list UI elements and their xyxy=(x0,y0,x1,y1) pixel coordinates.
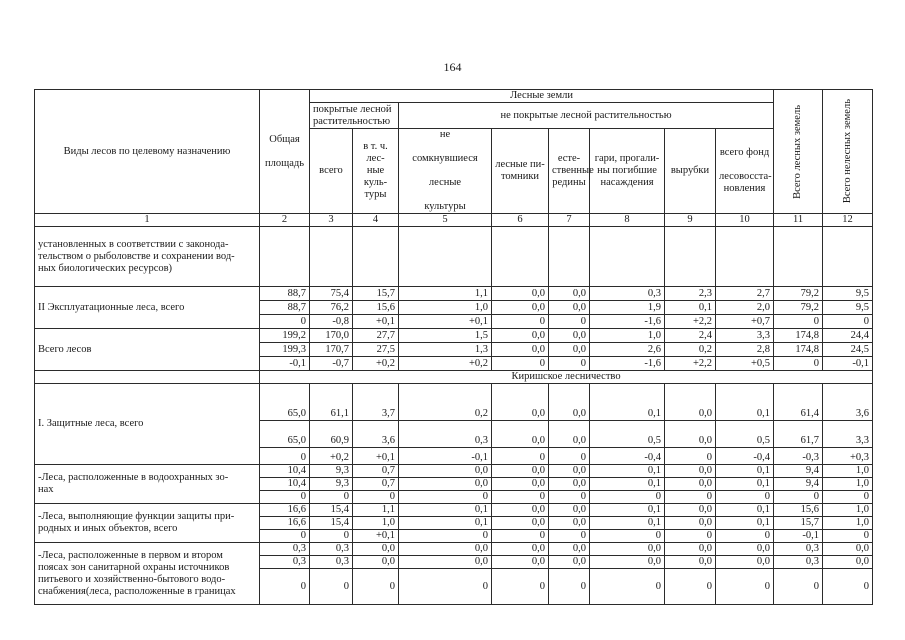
table-cell: 0,1 xyxy=(716,517,774,530)
column-number: 3 xyxy=(310,214,353,227)
table-cell: 174,8 xyxy=(774,343,823,357)
table-cell: 15,4 xyxy=(310,517,353,530)
table-cell: 1,3 xyxy=(399,343,492,357)
row-label: II Эксплуатационные леса, всего xyxy=(35,287,260,329)
table-cell: 0,0 xyxy=(549,465,590,478)
table-cell: 0,0 xyxy=(665,465,716,478)
table-cell: 0 xyxy=(399,569,492,605)
table-cell: 27,5 xyxy=(353,343,399,357)
table-cell: 79,2 xyxy=(774,287,823,301)
table-cell: 0 xyxy=(492,569,549,605)
row-label: -Леса, выполняющие функции защиты при- родных и иных объектов, всего xyxy=(35,504,260,543)
table-cell: 0 xyxy=(260,491,310,504)
table-cell: 1,1 xyxy=(353,504,399,517)
table-cell: 0,0 xyxy=(549,301,590,315)
table-cell: 0,0 xyxy=(549,343,590,357)
table-cell: 0,5 xyxy=(716,421,774,448)
table-cell: 0 xyxy=(310,569,353,605)
header-not-covered: не покрытые лесной растительностью xyxy=(399,103,774,129)
table-cell: 0,0 xyxy=(549,517,590,530)
table-cell: 65,0 xyxy=(260,421,310,448)
header-burnt-areas: гари, прогали- ны погибшие насаждения xyxy=(590,129,665,214)
row-label: -Леса, расположенные в водоохранных зо- нах xyxy=(35,465,260,504)
table-cell: 0,0 xyxy=(492,478,549,491)
table-cell: 10,4 xyxy=(260,478,310,491)
table-row xyxy=(35,465,873,478)
table-cell: 0,1 xyxy=(716,478,774,491)
table-cell: 3,7 xyxy=(353,384,399,421)
forest-lands-table xyxy=(34,89,873,605)
table-cell: +0,2 xyxy=(310,448,353,465)
table-cell: 9,5 xyxy=(823,301,873,315)
table-cell: 0,0 xyxy=(716,543,774,556)
table-cell: 0,3 xyxy=(399,421,492,448)
table-cell: 9,4 xyxy=(774,478,823,491)
table-cell: -0,8 xyxy=(310,315,353,329)
table-cell: 199,3 xyxy=(260,343,310,357)
table-cell: 0,1 xyxy=(399,504,492,517)
table-cell: 15,7 xyxy=(774,517,823,530)
column-number: 9 xyxy=(665,214,716,227)
table-cell: 27,7 xyxy=(353,329,399,343)
table-cell: 0,0 xyxy=(353,543,399,556)
table-cell: 0,0 xyxy=(549,478,590,491)
table-cell: 0 xyxy=(492,315,549,329)
table-cell: 0 xyxy=(590,530,665,543)
table-cell: 170,7 xyxy=(310,343,353,357)
table-cell: 170,0 xyxy=(310,329,353,343)
table-cell: 1,0 xyxy=(590,329,665,343)
table-cell: 1,0 xyxy=(823,504,873,517)
header-total-forest-lands: Всего лесных земель xyxy=(774,90,823,214)
table-cell: 0,0 xyxy=(353,556,399,569)
table-cell: 0,0 xyxy=(492,329,549,343)
continuation-text: установленных в соответствии с законода- тельством о рыболовстве и сохранении вод- ных биологических ресурсов) xyxy=(35,227,260,287)
table-cell: 75,4 xyxy=(310,287,353,301)
table-cell: 0,0 xyxy=(492,465,549,478)
header-forest-lands: Лесные земли xyxy=(310,90,774,103)
table-cell: 3,6 xyxy=(823,384,873,421)
table-cell: 0 xyxy=(549,357,590,371)
header-covered: покрытые лесной растительностью xyxy=(310,103,399,129)
table-cell: 0,1 xyxy=(590,517,665,530)
table-cell: +0,1 xyxy=(399,315,492,329)
table-cell: 2,4 xyxy=(665,329,716,343)
table-cell: 0 xyxy=(665,448,716,465)
table-cell: +0,5 xyxy=(716,357,774,371)
table-cell: -0,1 xyxy=(399,448,492,465)
table-cell: 0 xyxy=(590,569,665,605)
table-cell: 0,1 xyxy=(716,465,774,478)
table-cell: 24,4 xyxy=(823,329,873,343)
table-cell: 0 xyxy=(823,491,873,504)
table-cell: 0 xyxy=(549,315,590,329)
page-number: 164 xyxy=(443,60,462,74)
column-number: 10 xyxy=(716,214,774,227)
district-title: Киришское лесничество xyxy=(260,371,873,384)
table-cell: +0,1 xyxy=(353,530,399,543)
table-cell: 0,0 xyxy=(549,384,590,421)
table-cell: -0,1 xyxy=(260,357,310,371)
table-cell: 0 xyxy=(399,491,492,504)
table-cell: 15,4 xyxy=(310,504,353,517)
table-cell: 60,9 xyxy=(310,421,353,448)
table-cell: 0,0 xyxy=(492,543,549,556)
table-cell: 0 xyxy=(549,530,590,543)
table-row xyxy=(35,384,873,421)
table-cell: 0 xyxy=(260,569,310,605)
table-cell: 0,3 xyxy=(774,556,823,569)
column-number: 1 xyxy=(35,214,260,227)
table-cell: 0,1 xyxy=(590,384,665,421)
table-cell: 0,0 xyxy=(665,421,716,448)
table-cell: 61,1 xyxy=(310,384,353,421)
table-cell: 1,0 xyxy=(353,517,399,530)
table-cell: 0,0 xyxy=(665,517,716,530)
table-cell: 65,0 xyxy=(260,384,310,421)
table-cell: 0,3 xyxy=(260,543,310,556)
table-cell: 0,3 xyxy=(260,556,310,569)
table-cell: 0 xyxy=(310,530,353,543)
header-reforestation-fund: всего фонд лесовосста- новления xyxy=(716,129,774,214)
table-cell: 15,6 xyxy=(353,301,399,315)
table-cell: 9,4 xyxy=(774,465,823,478)
table-cell: 88,7 xyxy=(260,301,310,315)
header-total-area: Общая площадь xyxy=(260,90,310,214)
table-cell: 0 xyxy=(492,448,549,465)
table-cell: 76,2 xyxy=(310,301,353,315)
table-cell: 0 xyxy=(716,491,774,504)
table-cell: 0,3 xyxy=(590,287,665,301)
table-cell: 0,0 xyxy=(492,556,549,569)
row-label: Всего лесов xyxy=(35,329,260,371)
table-cell: 0,0 xyxy=(665,478,716,491)
header-natural-sparse: есте- ственные редины xyxy=(549,129,590,214)
table-cell: 2,8 xyxy=(716,343,774,357)
table-cell: 0 xyxy=(549,448,590,465)
table-cell: 174,8 xyxy=(774,329,823,343)
table-cell: 10,4 xyxy=(260,465,310,478)
table-cell: 15,6 xyxy=(774,504,823,517)
table-cell: +0,3 xyxy=(823,448,873,465)
table-row xyxy=(35,329,873,343)
column-number: 7 xyxy=(549,214,590,227)
column-number: 12 xyxy=(823,214,873,227)
column-number: 5 xyxy=(399,214,492,227)
table-cell: 79,2 xyxy=(774,301,823,315)
table-cell: 0,3 xyxy=(310,543,353,556)
table-cell: +0,2 xyxy=(399,357,492,371)
table-cell: 0,7 xyxy=(353,478,399,491)
table-cell: 0 xyxy=(549,569,590,605)
table-cell: 199,2 xyxy=(260,329,310,343)
table-cell: 1,0 xyxy=(823,517,873,530)
table-cell: 0,0 xyxy=(549,543,590,556)
table-cell: 16,6 xyxy=(260,504,310,517)
table-cell: 0,0 xyxy=(716,556,774,569)
header-covered-all: всего xyxy=(310,129,353,214)
row-label: -Леса, расположенные в первом и втором поясах зон санитарной охраны источников питьевого и хозяйственно-бытового водо- снабжения(леса, расположенные в границах xyxy=(35,543,260,605)
table-cell: 2,3 xyxy=(665,287,716,301)
table-cell: 9,3 xyxy=(310,478,353,491)
table-cell: 0,5 xyxy=(590,421,665,448)
table-cell: 0,1 xyxy=(590,465,665,478)
table-cell: 0,0 xyxy=(492,517,549,530)
column-number: 6 xyxy=(492,214,549,227)
table-cell: 0,0 xyxy=(492,301,549,315)
table-cell: -0,7 xyxy=(310,357,353,371)
table-cell: 0,0 xyxy=(549,287,590,301)
table-cell: -0,4 xyxy=(716,448,774,465)
table-cell: -1,6 xyxy=(590,357,665,371)
table-cell: 0,3 xyxy=(774,543,823,556)
table-cell: 1,5 xyxy=(399,329,492,343)
table-cell: 1,9 xyxy=(590,301,665,315)
header-nurseries: лесные пи- томники xyxy=(492,129,549,214)
table-cell: 1,1 xyxy=(399,287,492,301)
header-total-nonforest-lands: Всего нелесных земель xyxy=(823,90,873,214)
table-cell: 0 xyxy=(260,315,310,329)
column-number: 11 xyxy=(774,214,823,227)
table-cell: 0,2 xyxy=(665,343,716,357)
table-cell: 0,3 xyxy=(310,556,353,569)
table-cell: +0,7 xyxy=(716,315,774,329)
table-cell: 0 xyxy=(260,448,310,465)
table-cell: 24,5 xyxy=(823,343,873,357)
table-cell: -0,1 xyxy=(823,357,873,371)
table-cell: 0 xyxy=(665,530,716,543)
table-cell: -0,3 xyxy=(774,448,823,465)
table-cell: -0,4 xyxy=(590,448,665,465)
table-cell: 0,0 xyxy=(492,287,549,301)
table-cell: 0,0 xyxy=(549,504,590,517)
table-cell: 0,0 xyxy=(590,543,665,556)
table-cell: 0,0 xyxy=(823,543,873,556)
table-cell: 0,0 xyxy=(492,343,549,357)
table-cell: 0 xyxy=(823,530,873,543)
table-cell: 0 xyxy=(260,530,310,543)
table-cell: 0 xyxy=(549,491,590,504)
table-cell: 0,2 xyxy=(399,384,492,421)
table-cell: 0 xyxy=(774,357,823,371)
table-cell: 15,7 xyxy=(353,287,399,301)
table-cell: 2,0 xyxy=(716,301,774,315)
table-cell: 0 xyxy=(353,491,399,504)
table-cell: 0,1 xyxy=(665,301,716,315)
table-cell: 0,0 xyxy=(665,556,716,569)
table-cell: 0,0 xyxy=(492,421,549,448)
table-cell: 0 xyxy=(774,315,823,329)
table-cell: +0,1 xyxy=(353,448,399,465)
table-cell: 0,0 xyxy=(590,556,665,569)
table-cell: 0 xyxy=(353,569,399,605)
table-cell: 3,3 xyxy=(823,421,873,448)
column-number: 4 xyxy=(353,214,399,227)
table-cell: 0,0 xyxy=(492,504,549,517)
table-cell: 1,0 xyxy=(823,465,873,478)
table-cell: 0,0 xyxy=(549,556,590,569)
table-cell: 0,0 xyxy=(665,543,716,556)
row-label: I. Защитные леса, всего xyxy=(35,384,260,465)
table-cell: 0 xyxy=(492,491,549,504)
table-cell: 3,3 xyxy=(716,329,774,343)
table-cell: 0,0 xyxy=(665,384,716,421)
column-number: 2 xyxy=(260,214,310,227)
table-cell: 16,6 xyxy=(260,517,310,530)
table-cell: 61,4 xyxy=(774,384,823,421)
table-cell: 0 xyxy=(590,491,665,504)
table-row xyxy=(35,287,873,301)
table-row xyxy=(35,543,873,556)
table-cell: 0,0 xyxy=(399,478,492,491)
table-cell: 88,7 xyxy=(260,287,310,301)
table-cell: 0 xyxy=(823,569,873,605)
header-clearcuts: вырубки xyxy=(665,129,716,214)
table-cell: 0,1 xyxy=(590,478,665,491)
table-cell: 0 xyxy=(399,530,492,543)
table-cell: 0 xyxy=(774,569,823,605)
table-cell: 0,0 xyxy=(549,329,590,343)
table-cell: 0 xyxy=(665,569,716,605)
table-cell: 0,7 xyxy=(353,465,399,478)
table-cell: 0,0 xyxy=(399,543,492,556)
table-cell: 9,3 xyxy=(310,465,353,478)
table-cell: 0 xyxy=(492,530,549,543)
table-cell: 2,7 xyxy=(716,287,774,301)
table-cell: 0,0 xyxy=(549,421,590,448)
table-cell: 0 xyxy=(492,357,549,371)
table-cell: +2,2 xyxy=(665,357,716,371)
header-forest-type: Виды лесов по целевому назначению xyxy=(35,90,260,214)
table-cell: +2,2 xyxy=(665,315,716,329)
table-cell: 0,1 xyxy=(399,517,492,530)
table-cell: 0,1 xyxy=(716,504,774,517)
table-cell: -1,6 xyxy=(590,315,665,329)
table-cell: 0,1 xyxy=(716,384,774,421)
table-cell: 2,6 xyxy=(590,343,665,357)
table-cell: 0 xyxy=(665,491,716,504)
header-forest-cultures: в т. ч. лес- ные куль- туры xyxy=(353,129,399,214)
column-numbers-row xyxy=(35,214,873,227)
table-cell: 3,6 xyxy=(353,421,399,448)
table-cell: 0,0 xyxy=(492,384,549,421)
table-cell: +0,2 xyxy=(353,357,399,371)
table-cell: 0 xyxy=(716,530,774,543)
table-cell: 9,5 xyxy=(823,287,873,301)
table-cell: 1,0 xyxy=(399,301,492,315)
table-cell: +0,1 xyxy=(353,315,399,329)
table-cell: 0 xyxy=(310,491,353,504)
column-number: 8 xyxy=(590,214,665,227)
table-cell: 0,0 xyxy=(823,556,873,569)
header-unclosed-cultures: не сомкнувшиеся лесные культуры xyxy=(399,129,492,214)
table-cell: 0,0 xyxy=(399,556,492,569)
table-cell: 61,7 xyxy=(774,421,823,448)
table-cell: 1,0 xyxy=(823,478,873,491)
table-cell: -0,1 xyxy=(774,530,823,543)
table-cell: 0 xyxy=(823,315,873,329)
table-cell: 0 xyxy=(716,569,774,605)
table-cell: 0 xyxy=(774,491,823,504)
table-cell: 0,1 xyxy=(590,504,665,517)
table-cell: 0,0 xyxy=(399,465,492,478)
table-row xyxy=(35,504,873,517)
table-cell: 0,0 xyxy=(665,504,716,517)
